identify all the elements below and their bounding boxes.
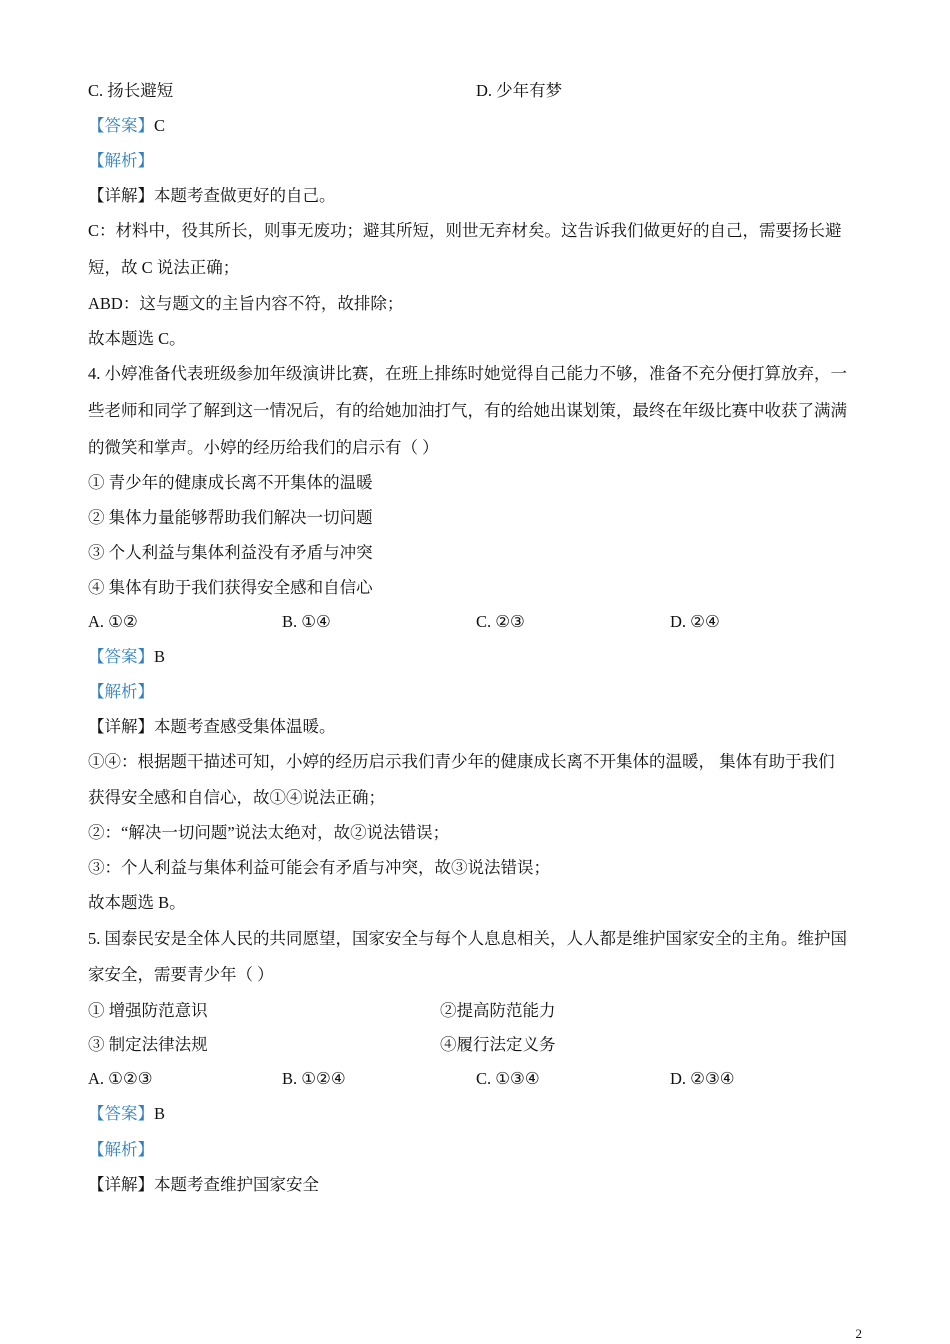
q4-statement-1: ① 青少年的健康成长离不开集体的温暖 (88, 473, 373, 492)
q4-conclusion: 故本题选 B。 (88, 893, 186, 912)
q3-option-c: C. 扬长避短 (88, 81, 174, 100)
q3-explain-line-1: C：材料中，役其所长，则事无废功；避其所短，则世无弃材矣。这告诉我们做更好的自己，需要扬长避 (88, 221, 842, 240)
q5-statement-3: ③ 制定法律法规 (88, 1035, 208, 1054)
answer-tag: 【答案】 (88, 647, 154, 666)
q5-option-c: C. ①③④ (476, 1069, 540, 1088)
q4-explain-line-2: 获得安全感和自信心，故①④说法正确； (88, 788, 385, 807)
q3-answer (88, 115, 868, 137)
q4-option-d: D. ②④ (670, 612, 720, 631)
q4-stem-line-1: 4. 小婷准备代表班级参加年级演讲比赛，在班上排练时她觉得自己能力不够，准备不充分便打算放弃，一 (88, 364, 847, 383)
q5-answer (88, 1103, 868, 1125)
q4-explain-line-1: ①④：根据题干描述可知，小婷的经历启示我们青少年的健康成长离不开集体的温暖， 集体有助于我们 (88, 752, 835, 771)
q5-statement-4: ④履行法定义务 (440, 1035, 556, 1054)
q3-explain-line-2: 短，故 C 说法正确； (88, 258, 240, 277)
q5-stem-line-2: 家安全，需要青少年（ ） (88, 965, 274, 984)
q4-statement-4: ④ 集体有助于我们获得安全感和自信心 (88, 578, 373, 597)
q4-stem-line-2: 些老师和同学了解到这一情况后，有的给她加油打气，有的给她出谋划策，最终在年级比赛中收获了满满 (88, 401, 847, 420)
answer-value: B (154, 647, 166, 666)
q4-explain-line-4: ③：个人利益与集体利益可能会有矛盾与冲突，故③说法错误； (88, 858, 550, 877)
answer-tag: 【答案】 (88, 116, 154, 135)
answer-tag: 【答案】 (88, 1104, 154, 1123)
q3-analysis-heading: 【解析】 (88, 151, 154, 170)
q5-statement-1: ① 增强防范意识 (88, 1001, 208, 1020)
q4-option-b: B. ①④ (282, 612, 331, 631)
q4-option-a: A. ①② (88, 612, 138, 631)
q4-stem-line-3: 的微笑和掌声。小婷的经历给我们的启示有（ ） (88, 438, 439, 457)
q4-statement-3: ③ 个人利益与集体利益没有矛盾与冲突 (88, 543, 373, 562)
page-number: 2 (855, 1326, 862, 1341)
q5-option-a: A. ①②③ (88, 1069, 153, 1088)
q3-explain-line-3: ABD：这与题文的主旨内容不符，故排除； (88, 294, 404, 313)
q5-detail: 【详解】本题考查维护国家安全 (88, 1175, 319, 1194)
q5-analysis-heading: 【解析】 (88, 1140, 154, 1159)
q3-conclusion: 故本题选 C。 (88, 329, 186, 348)
q4-statement-2: ② 集体力量能够帮助我们解决一切问题 (88, 508, 373, 527)
q3-option-d: D. 少年有梦 (476, 81, 563, 100)
q5-option-b: B. ①②④ (282, 1069, 346, 1088)
q4-option-c: C. ②③ (476, 612, 525, 631)
q5-stem-line-1: 5. 国泰民安是全体人民的共同愿望，国家安全与每个人息息相关，人人都是维护国家安全的主角。维护国 (88, 929, 847, 948)
answer-value: C (154, 116, 166, 135)
q4-detail: 【详解】本题考查感受集体温暖。 (88, 717, 336, 736)
q5-option-d: D. ②③④ (670, 1069, 735, 1088)
answer-value: B (154, 1104, 166, 1123)
q4-analysis-heading: 【解析】 (88, 682, 154, 701)
q5-statement-2: ②提高防范能力 (440, 1001, 556, 1020)
q4-explain-line-3: ②：“解决一切问题”说法太绝对，故②说法错误； (88, 823, 450, 842)
q3-detail: 【详解】本题考查做更好的自己。 (88, 186, 336, 205)
q4-answer (88, 646, 868, 668)
